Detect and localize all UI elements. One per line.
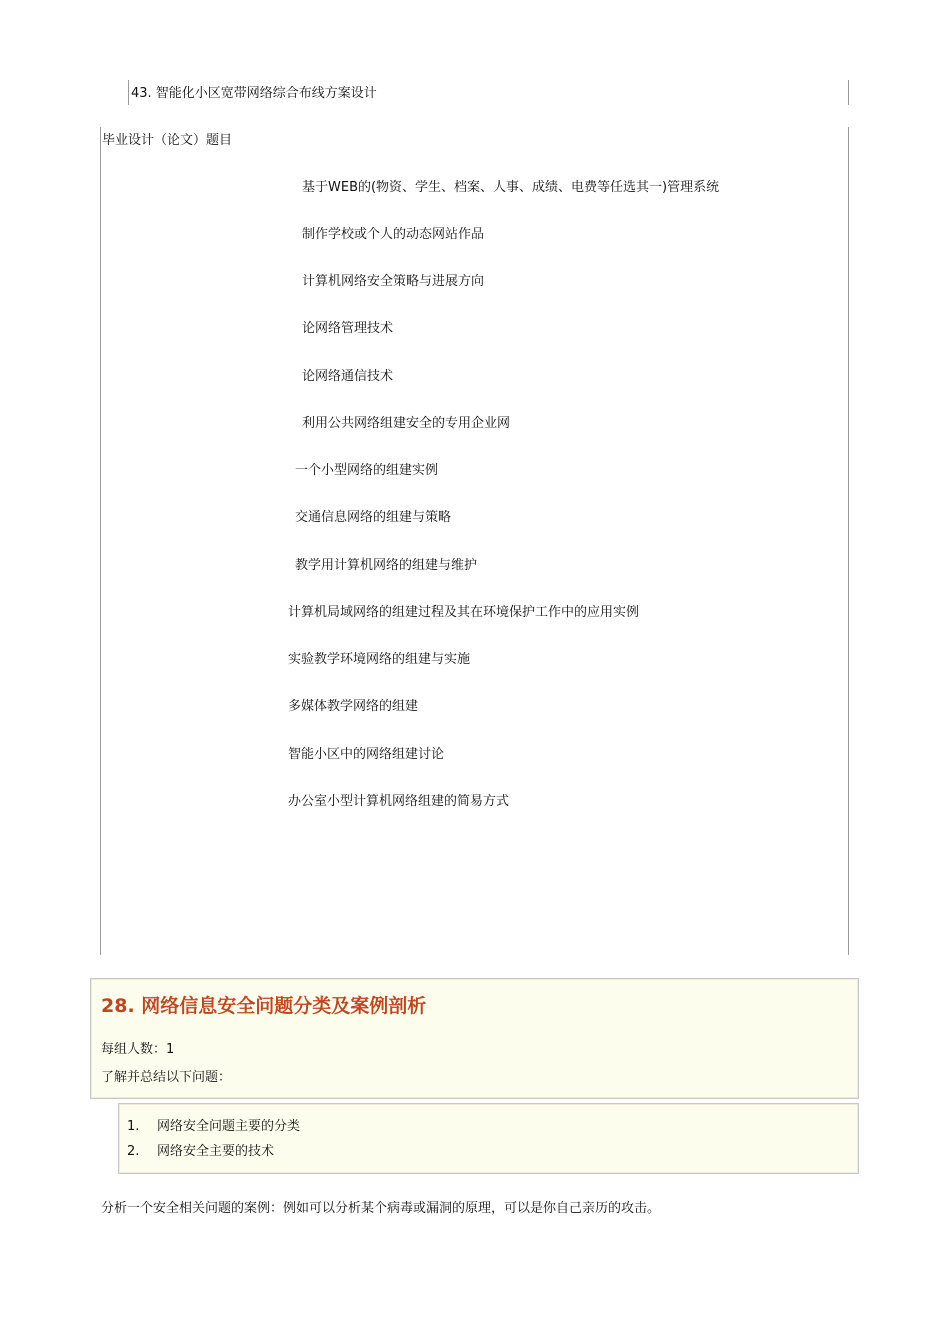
section-title: 28. 网络信息安全问题分类及案例剖析 [101,995,427,1017]
list-item-label: 网络安全问题主要的分类 [157,1119,301,1134]
section-header-box [90,978,859,1099]
thesis-topic: 教学用计算机网络的组建与维护 [295,558,478,573]
section-intro-text: 了解并总结以下问题： [101,1070,232,1085]
thesis-topic: 计算机网络安全策略与进展方向 [302,274,485,289]
thesis-right-rule [848,127,849,955]
thesis-topic: 论网络管理技术 [302,321,394,336]
top-row-title: 43. 智能化小区宽带网络综合布线方案设计 [131,86,377,101]
thesis-left-rule [100,127,101,955]
list-item-number: 2. [127,1144,140,1159]
group-members-text: 每组人数：1 [101,1042,175,1057]
thesis-topic: 利用公共网络组建安全的专用企业网 [302,416,511,431]
thesis-topic: 智能小区中的网络组建讨论 [288,747,445,762]
thesis-topic: 实验教学环境网络的组建与实施 [288,652,471,667]
thesis-topic: 基于WEB的(物资、学生、档案、人事、成绩、电费等任选其一)管理系统 [302,180,720,195]
top-row-right-rule [848,80,849,105]
thesis-topic: 一个小型网络的组建实例 [295,463,439,478]
list-item-label: 网络安全主要的技术 [157,1144,275,1159]
case-analysis-text: 分析一个安全相关问题的案例：例如可以分析某个病毒或漏洞的原理，可以是你自己亲历的攻击。 [101,1201,661,1216]
thesis-topic: 办公室小型计算机网络组建的简易方式 [288,794,510,809]
question-list-box [118,1103,859,1174]
thesis-topic: 计算机局域网络的组建过程及其在环境保护工作中的应用实例 [288,605,640,620]
list-item-number: 1. [127,1119,140,1134]
thesis-topic: 论网络通信技术 [302,369,394,384]
thesis-topic: 多媒体教学网络的组建 [288,699,419,714]
thesis-topic: 交通信息网络的组建与策略 [295,510,452,525]
thesis-heading: 毕业设计（论文）题目 [102,133,233,148]
top-row-left-rule [128,80,129,105]
thesis-topic: 制作学校或个人的动态网站作品 [302,227,485,242]
